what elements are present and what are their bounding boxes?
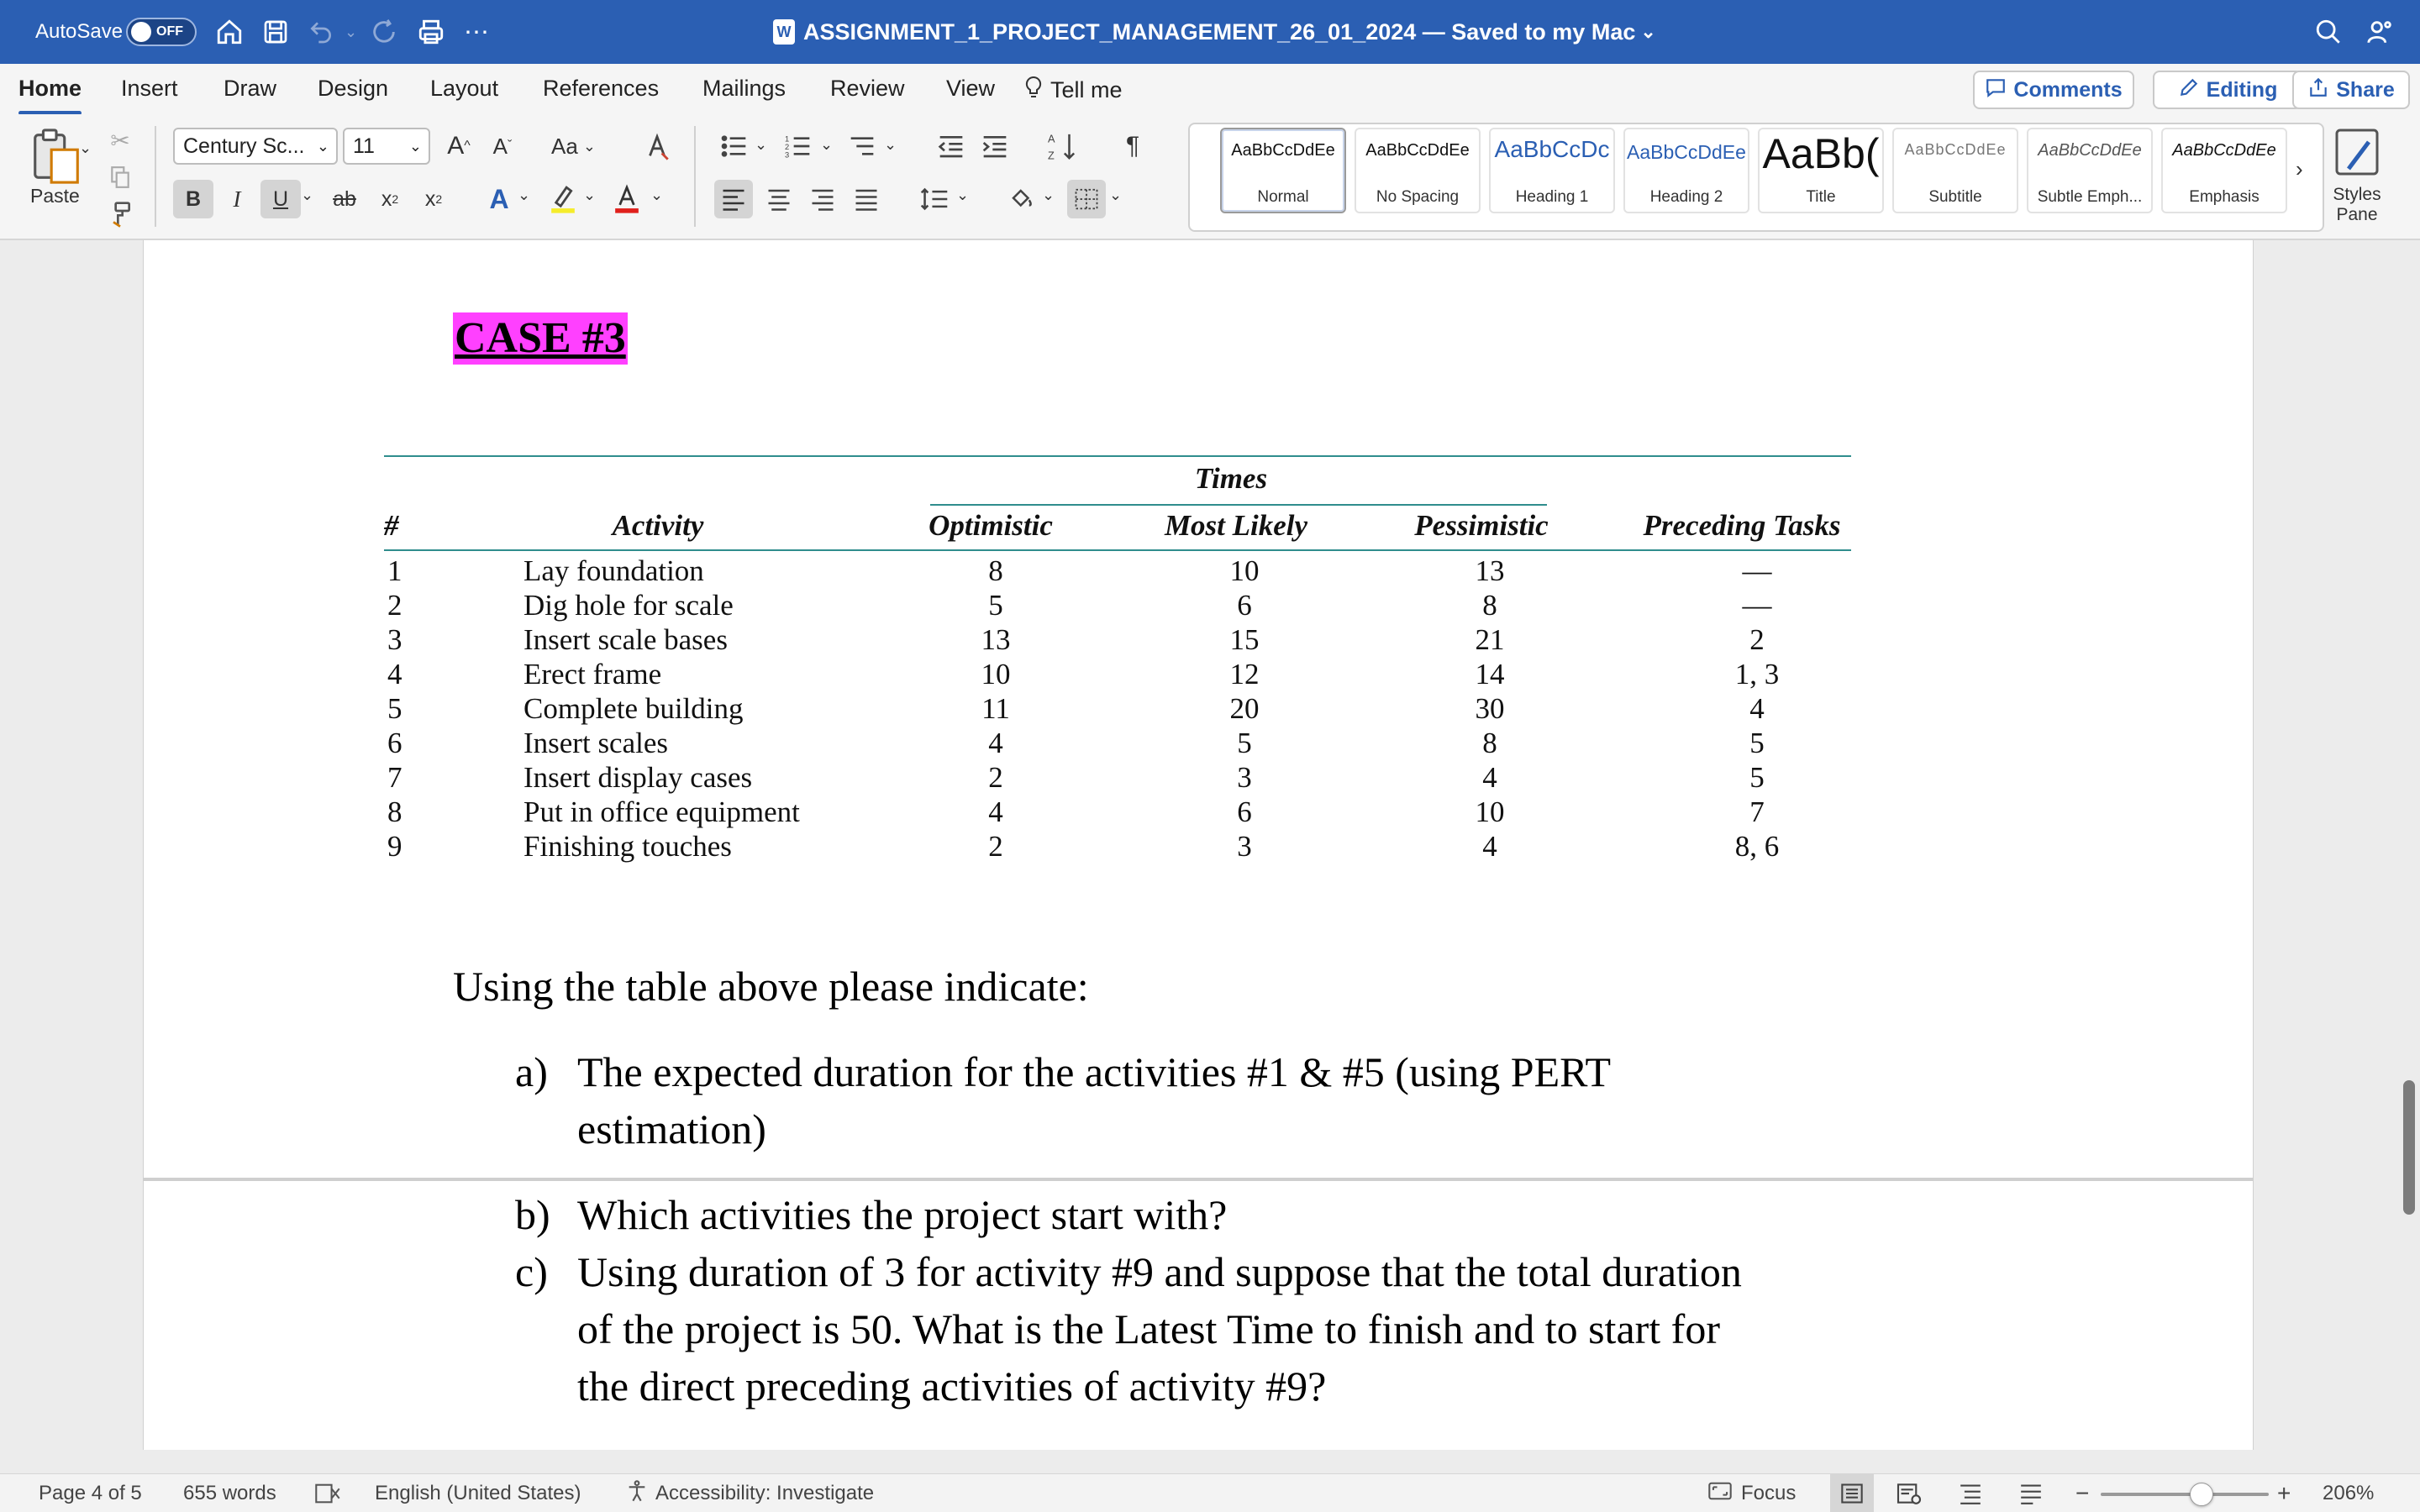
cell-number[interactable]: 7 (387, 761, 402, 794)
style-name: Normal (1257, 188, 1309, 206)
multilevel-list-icon[interactable] (845, 129, 879, 163)
cell-preceding-tasks[interactable]: 5 (1749, 727, 1765, 759)
style-sample: AaBbCcDdEe (1627, 141, 1746, 163)
cell-number[interactable]: 8 (387, 795, 402, 828)
style-sample: AaBbCcDdEe (1904, 141, 2007, 158)
cell-optimistic[interactable]: 10 (981, 658, 1011, 690)
numbering-icon[interactable] (781, 129, 815, 163)
shading-icon[interactable] (1005, 180, 1039, 218)
line-spacing-dropdown-icon[interactable]: ⌄ (956, 186, 970, 203)
cell-optimistic[interactable]: 4 (988, 795, 1003, 828)
zoom-slider-track[interactable] (2101, 1493, 2269, 1496)
superscript-label: x (424, 186, 436, 211)
text-effects-dropdown-icon[interactable]: ⌄ (518, 186, 531, 203)
cell-optimistic[interactable]: 2 (988, 761, 1003, 794)
web-layout-icon[interactable] (1896, 1474, 1923, 1512)
page[interactable] (143, 240, 2254, 1178)
header-activity: Activity (612, 509, 704, 542)
size-chevron-down-icon: ⌄ (408, 137, 422, 155)
style-name: No Spacing (1376, 188, 1460, 206)
font-name-value: Century Sc... (183, 134, 305, 158)
styles-pane-icon[interactable] (2328, 123, 2386, 181)
item-a-line[interactable]: The expected duration for the activities #1 & #5 (using PERT (577, 1048, 1612, 1095)
cell-activity[interactable]: Insert scales (523, 727, 669, 759)
font-color-dropdown-icon[interactable]: ⌄ (650, 186, 664, 203)
align-center-icon[interactable] (760, 180, 798, 218)
cell-most-likely[interactable]: 6 (1237, 795, 1252, 828)
cell-number[interactable]: 9 (387, 830, 402, 863)
paste-dropdown-icon[interactable]: ⌄ (79, 139, 92, 156)
change-case-label: Aa (551, 133, 578, 159)
times-group-header: Times (1194, 462, 1268, 495)
cell-optimistic[interactable]: 11 (981, 692, 1010, 725)
document-title-text: ASSIGNMENT_1_PROJECT_MANAGEMENT_26_01_2024 — Saved to my Mac (803, 18, 1636, 45)
line-spacing-icon[interactable] (916, 180, 953, 218)
comments-label: Comments (2013, 77, 2123, 102)
style-heading-1[interactable] (1489, 128, 1615, 213)
tab-mailings[interactable]: Mailings (702, 76, 786, 101)
item-c-line[interactable]: of the project is 50. What is the Latest Time to finish and to start for (577, 1305, 1720, 1352)
status-bar (0, 1473, 2420, 1512)
instructions-intro[interactable]: Using the table above please indicate: (453, 963, 1089, 1010)
cell-activity[interactable]: Insert scale bases (523, 623, 728, 656)
style-subtle-emphasis[interactable] (2027, 128, 2153, 213)
cell-activity[interactable]: Complete building (523, 692, 744, 725)
svg-text:1: 1 (785, 134, 790, 144)
cell-preceding-tasks[interactable]: 8, 6 (1734, 830, 1780, 863)
tab-review[interactable]: Review (830, 76, 905, 101)
style-sample: AaBbCcDdEe (2038, 141, 2142, 160)
tab-draw[interactable]: Draw (224, 76, 277, 101)
cell-pessimistic[interactable]: 13 (1475, 554, 1505, 587)
cell-pessimistic[interactable]: 14 (1475, 658, 1505, 690)
pencil-icon (2178, 76, 2200, 104)
accessibility-label: Accessibility: Investigate (655, 1482, 875, 1504)
lightbulb-icon (1023, 76, 1044, 105)
language[interactable]: English (United States) (375, 1482, 581, 1504)
cell-pessimistic[interactable]: 21 (1475, 623, 1505, 656)
cell-preceding-tasks[interactable]: 5 (1749, 761, 1765, 794)
underline-dropdown-icon[interactable]: ⌄ (301, 186, 314, 203)
style-sample: AaBbCcDdEe (2172, 141, 2276, 160)
superscript-button[interactable]: x 2 (424, 186, 443, 211)
tab-home[interactable]: Home (18, 76, 82, 101)
item-b-line[interactable]: Which activities the project start with? (577, 1191, 1228, 1238)
title-bar (0, 0, 2420, 64)
style-name: Title (1806, 188, 1836, 206)
styles-pane-label[interactable] (2328, 185, 2386, 225)
cell-most-likely[interactable]: 3 (1237, 761, 1252, 794)
style-sample: AaBbCcDdEe (1365, 141, 1470, 160)
cell-activity[interactable]: Erect frame (523, 658, 662, 690)
outline-view-icon[interactable] (1958, 1474, 1983, 1512)
cell-activity[interactable]: Insert display cases (523, 761, 753, 794)
autosave-state: OFF (156, 24, 183, 39)
italic-button[interactable]: I (233, 186, 241, 212)
cell-preceding-tasks[interactable]: 2 (1749, 623, 1765, 656)
cell-optimistic[interactable]: 4 (988, 727, 1003, 759)
cell-pessimistic[interactable]: 8 (1482, 727, 1497, 759)
focus-button[interactable] (1707, 1474, 1796, 1512)
word-logo-icon: W (773, 19, 795, 45)
share-icon (2307, 76, 2329, 104)
page-count[interactable]: Page 4 of 5 (39, 1482, 142, 1504)
subscript-button[interactable]: x 2 (381, 186, 399, 211)
font-chevron-down-icon: ⌄ (316, 137, 329, 155)
cell-preceding-tasks[interactable]: 1, 3 (1734, 658, 1780, 690)
justify-icon[interactable] (847, 180, 886, 218)
styles-pane-label-line1: Styles (2333, 185, 2381, 204)
item-c-line[interactable]: the direct preceding activities of activity #9? (577, 1362, 1327, 1410)
bullets-dropdown-icon[interactable]: ⌄ (755, 136, 768, 153)
style-sample: AaBbCcDdEe (1231, 141, 1335, 160)
sort-icon[interactable] (1045, 128, 1079, 165)
numbering-dropdown-icon[interactable]: ⌄ (820, 136, 834, 153)
font-name-select[interactable] (173, 128, 338, 165)
strikethrough-button[interactable]: ab (333, 186, 356, 211)
borders-icon[interactable] (1067, 180, 1106, 218)
subscript-label: x (381, 186, 392, 211)
cell-number[interactable]: 1 (387, 554, 402, 587)
tab-view[interactable]: View (946, 76, 996, 101)
accessibility-status[interactable] (625, 1474, 874, 1512)
word-count[interactable]: 655 words (183, 1482, 276, 1504)
style-name: Subtitle (1928, 188, 1982, 206)
tab-insert[interactable]: Insert (121, 76, 178, 101)
cell-activity[interactable]: Finishing touches (523, 830, 732, 863)
zoom-level[interactable]: 206% (2323, 1482, 2375, 1504)
highlight-dropdown-icon[interactable]: ⌄ (583, 186, 597, 203)
text-effects-icon[interactable]: A (489, 183, 509, 214)
focus-icon (1707, 1481, 1733, 1507)
cell-optimistic[interactable]: 8 (988, 554, 1003, 587)
align-right-icon[interactable] (803, 180, 842, 218)
document-canvas[interactable] (0, 240, 2420, 1450)
cell-number[interactable]: 4 (387, 658, 402, 690)
style-sample: AaBbCcDc (1494, 136, 1610, 162)
svg-text:3: 3 (785, 150, 790, 159)
vertical-scrollbar-thumb[interactable] (2403, 1080, 2415, 1215)
document-title[interactable] (773, 0, 1656, 64)
style-sample: AaBb( (1762, 130, 1880, 177)
item-a-line[interactable]: estimation) (577, 1105, 766, 1152)
item-a-marker: a) (515, 1048, 548, 1095)
cell-pessimistic[interactable]: 30 (1475, 692, 1505, 725)
home-icon[interactable] (215, 0, 244, 64)
cell-pessimistic[interactable]: 4 (1482, 830, 1497, 863)
cell-preceding-tasks[interactable]: — (1742, 589, 1772, 622)
svg-text:2: 2 (785, 143, 790, 151)
tab-design[interactable]: Design (318, 76, 389, 101)
style-subtitle[interactable] (1892, 128, 2018, 213)
cell-most-likely[interactable]: 20 (1229, 692, 1260, 725)
align-left-icon[interactable] (714, 180, 753, 218)
focus-label: Focus (1741, 1482, 1797, 1504)
grow-font-icon[interactable]: A ^ (447, 132, 471, 160)
autosave-label: AutoSave (35, 20, 124, 43)
cell-activity[interactable]: Lay foundation (523, 554, 704, 587)
underline-button[interactable]: U (260, 180, 301, 218)
cell-most-likely[interactable]: 6 (1237, 589, 1252, 622)
search-icon[interactable] (2314, 0, 2343, 64)
print-layout-icon[interactable] (1830, 1474, 1874, 1512)
zoom-out-icon[interactable]: − (2075, 1480, 2090, 1506)
format-painter-icon[interactable] (104, 198, 136, 230)
multilevel-dropdown-icon[interactable]: ⌄ (884, 136, 897, 153)
item-c-marker: c) (515, 1248, 548, 1295)
cell-pessimistic[interactable]: 8 (1482, 589, 1497, 622)
zoom-in-icon[interactable]: + (2277, 1480, 2291, 1506)
highlight-color-icon[interactable] (546, 180, 580, 218)
autosave-toggle[interactable] (126, 0, 197, 64)
cell-number[interactable]: 2 (387, 589, 402, 622)
save-icon[interactable] (262, 0, 289, 64)
header-optimistic: Optimistic (929, 509, 1053, 542)
cell-activity[interactable]: Put in office equipment (523, 795, 800, 828)
cell-optimistic[interactable]: 5 (988, 589, 1003, 622)
cell-preceding-tasks[interactable]: 7 (1749, 795, 1765, 828)
ribbon-tab-bar (0, 64, 2420, 114)
cell-pessimistic[interactable]: 4 (1482, 761, 1497, 794)
header-most-likely: Most Likely (1164, 509, 1308, 542)
cell-number[interactable]: 5 (387, 692, 402, 725)
font-color-icon[interactable] (610, 180, 644, 218)
cell-number[interactable]: 6 (387, 727, 402, 759)
cell-preceding-tasks[interactable]: 4 (1749, 692, 1765, 725)
bold-button[interactable]: B (173, 180, 213, 218)
cell-most-likely[interactable]: 10 (1229, 554, 1260, 587)
item-c-line[interactable]: Using duration of 3 for activity #9 and suppose that the total duration (577, 1248, 1742, 1295)
shrink-font-icon[interactable]: A ˇ (492, 133, 513, 159)
proofing-icon[interactable] (314, 1474, 341, 1512)
redo-icon[interactable] (370, 0, 398, 64)
accessibility-icon (625, 1479, 649, 1509)
undo-icon[interactable] (308, 0, 334, 64)
style-name: Subtle Emph... (2037, 188, 2143, 206)
share-button[interactable] (2292, 71, 2410, 109)
decrease-indent-icon[interactable] (934, 129, 968, 163)
style-name: Emphasis (2189, 188, 2260, 206)
print-icon[interactable] (417, 0, 445, 64)
font-size-select[interactable] (343, 128, 430, 165)
style-normal[interactable] (1220, 128, 1346, 213)
account-icon[interactable] (2366, 0, 2395, 64)
editing-label: Editing (2206, 77, 2278, 102)
style-name: Heading 1 (1515, 188, 1589, 206)
style-emphasis[interactable] (2161, 128, 2287, 213)
case-heading[interactable]: CASE #3 (453, 312, 628, 365)
comment-icon (1985, 76, 2007, 104)
bullets-icon[interactable] (718, 129, 751, 163)
cell-pessimistic[interactable]: 10 (1475, 795, 1505, 828)
tell-me-label: Tell me (1050, 77, 1123, 102)
page[interactable] (143, 1181, 2254, 1450)
cell-most-likely[interactable]: 3 (1237, 830, 1252, 863)
show-formatting-marks-icon[interactable]: ¶ (1125, 132, 1140, 160)
more-icon[interactable]: ⋯ (464, 18, 489, 46)
cell-optimistic[interactable]: 13 (981, 623, 1011, 656)
ribbon-toolbar (0, 114, 2420, 240)
shading-dropdown-icon[interactable]: ⌄ (1042, 186, 1055, 203)
editing-button[interactable] (2153, 71, 2302, 109)
style-heading-2[interactable] (1623, 128, 1749, 213)
cell-most-likely[interactable]: 5 (1237, 727, 1252, 759)
undo-dropdown-icon[interactable]: ⌄ (345, 23, 358, 40)
cell-optimistic[interactable]: 2 (988, 830, 1003, 863)
style-title[interactable] (1758, 128, 1884, 213)
draft-view-icon[interactable] (2018, 1474, 2044, 1512)
cell-number[interactable]: 3 (387, 623, 402, 656)
style-name: Heading 2 (1649, 188, 1723, 206)
header-pessimistic: Pessimistic (1414, 509, 1549, 542)
change-case-button[interactable]: Aa ⌄ (551, 133, 596, 159)
svg-text:Z: Z (1048, 149, 1055, 162)
header-preceding-tasks: Preceding Tasks (1643, 509, 1841, 542)
paste-label[interactable]: Paste (30, 185, 80, 207)
cell-most-likely[interactable]: 12 (1229, 658, 1260, 690)
style-no-spacing[interactable] (1355, 128, 1481, 213)
tell-me-search[interactable] (1023, 76, 1123, 105)
font-size-value: 11 (353, 134, 375, 158)
tab-layout[interactable]: Layout (430, 76, 499, 101)
cut-icon[interactable]: ✂ (110, 127, 130, 154)
copy-icon[interactable] (106, 163, 134, 192)
styles-pane-label-line2: Pane (2336, 205, 2378, 224)
tab-references[interactable]: References (543, 76, 660, 101)
cell-most-likely[interactable]: 15 (1229, 623, 1260, 656)
item-b-marker: b) (515, 1191, 550, 1238)
clear-formatting-icon[interactable] (640, 129, 674, 163)
share-label: Share (2336, 77, 2395, 102)
svg-text:A: A (1048, 132, 1055, 145)
comments-button[interactable] (1973, 71, 2134, 109)
cell-preceding-tasks[interactable]: — (1742, 554, 1772, 587)
header-number: # (384, 509, 399, 542)
zoom-slider-handle[interactable] (2190, 1483, 2213, 1506)
title-chevron-down-icon: ⌄ (1640, 21, 1656, 42)
borders-dropdown-icon[interactable]: ⌄ (1109, 186, 1123, 203)
increase-indent-icon[interactable] (978, 129, 1012, 163)
styles-next-chevron-icon[interactable]: › (2296, 156, 2303, 181)
cell-activity[interactable]: Dig hole for scale (523, 589, 734, 622)
